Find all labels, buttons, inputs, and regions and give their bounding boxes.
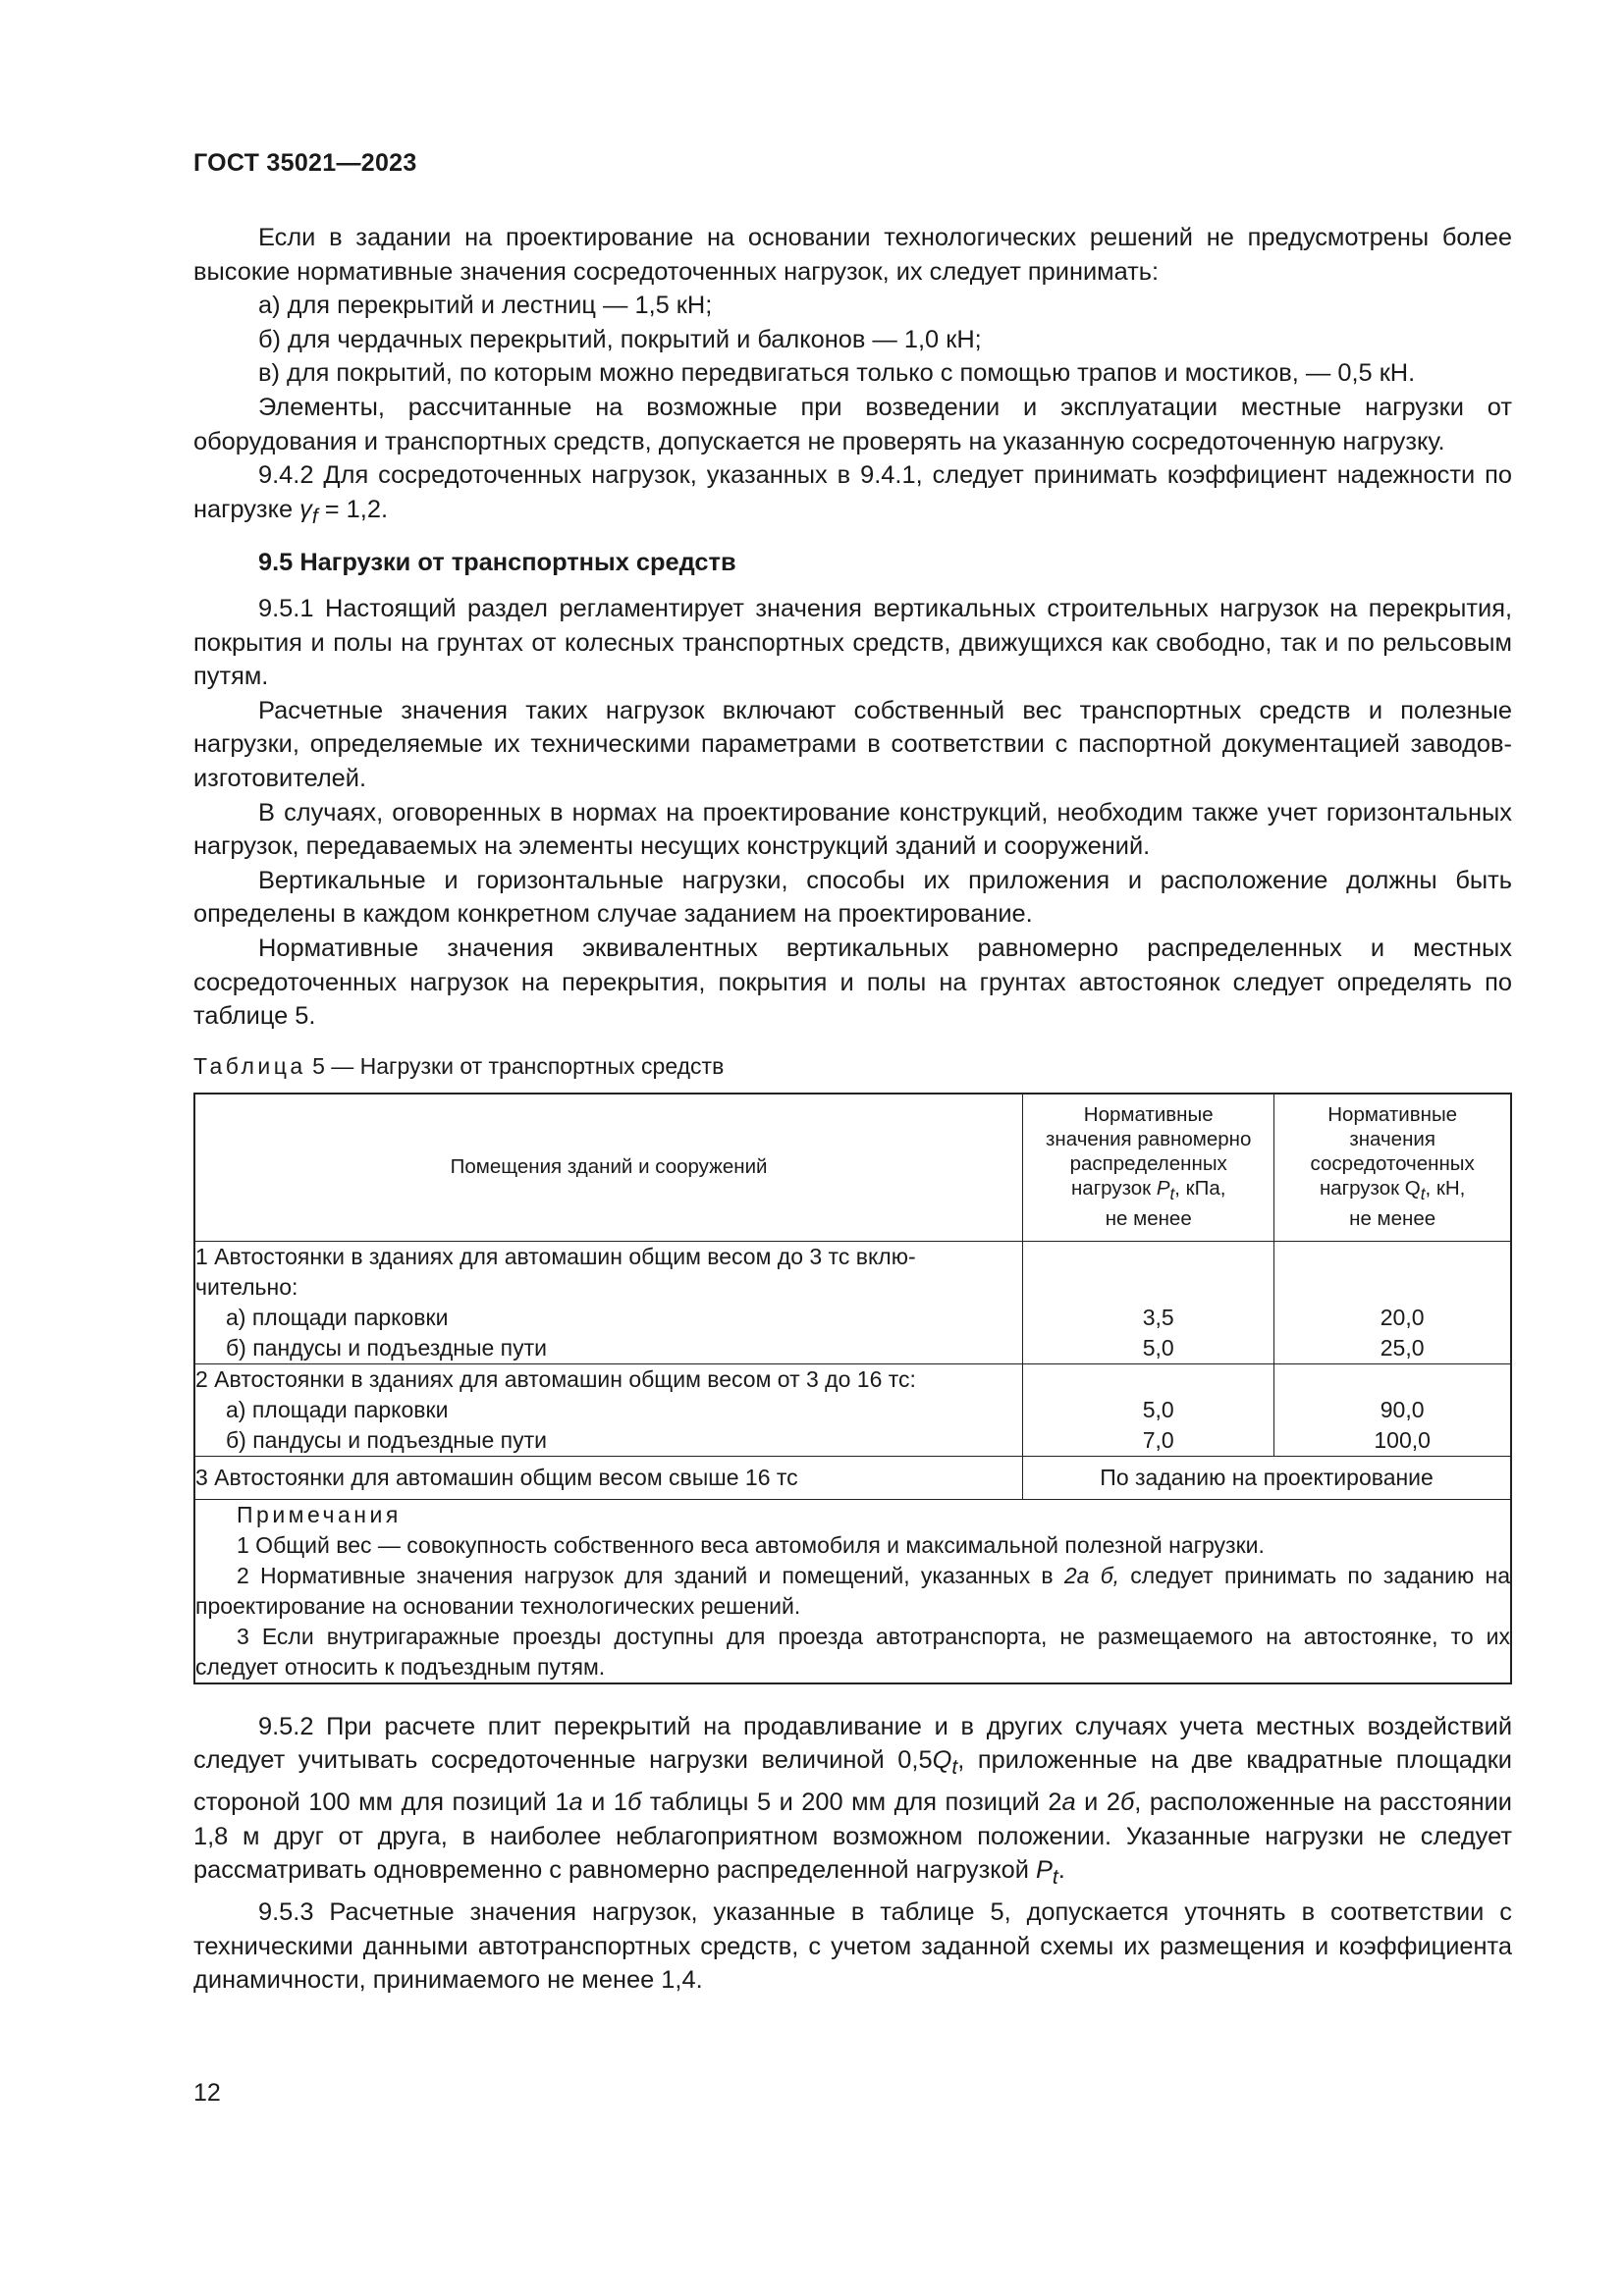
table-cell-concentrated: 90,0 100,0 xyxy=(1274,1363,1511,1456)
table-row xyxy=(194,1241,1511,1363)
table-cell-by-design-assignment: По заданию на проектирование xyxy=(1023,1456,1511,1499)
table-cell-premises: 3 Автостоянки для автомашин общим весом свыше 16 тс xyxy=(194,1456,1023,1499)
list-item: б) для чердачных перекрытий, покрытий и балконов — 1,0 кН; xyxy=(258,325,982,353)
notes-heading: Примечания xyxy=(237,1501,402,1527)
header-concentrated-loads: Нормативные значения сосредоточенных нагрузок $Q_t$, кН, не менее xyxy=(1274,1094,1511,1242)
paragraph xyxy=(193,458,1512,534)
table-header-row xyxy=(194,1094,1511,1242)
table-caption-word: Таблица xyxy=(193,1052,306,1079)
table-cell-concentrated: 20,0 25,0 xyxy=(1274,1241,1511,1363)
section-heading: 9.5 Нагрузки от транспортных средств xyxy=(258,549,736,577)
table-cell-premises: 2 Автостоянки в зданиях для автомашин общим весом от 3 до 16 тс: а) площади парковки б) пандусы и подъездные пути xyxy=(194,1363,1023,1456)
table-row xyxy=(194,1363,1511,1456)
paragraph: 9.5.2 При расчете плит перекрытий на продавливание и в других случаях учета местных воздействий следует учитывать сосредоточенные нагрузки величиной $0,5Q_t$, приложенные на две квадратные площадки стороной 100 мм для позиций 1а и 1б таблицы 5 и 200 мм для позиций 2а и 2б, расположенные на расстоянии 1,8 м друг от друга, в наиболее неблагоприятном возможном положении. Указанные нагрузки не следует рассматривать одновременно с равномерно распределенной нагрузкой $P_t$. xyxy=(193,1712,1512,1890)
note-item: 1 Общий вес — совокупность собственного веса автомобиля и максимальной полезной нагрузки. xyxy=(237,1531,1265,1558)
gamma-subscript: f xyxy=(311,505,318,528)
loads-table xyxy=(193,1093,1512,1684)
paragraph: В случаях, оговоренных в нормах на проектирование конструкций, необходим также учет горизонтальных нагрузок, передаваемых на элементы несущих конструкций зданий и сооружений. xyxy=(193,798,1512,861)
paragraph: Вертикальные и горизонтальные нагрузки, способы их приложения и расположение должны быть определены в каждом конкретном случае заданием на проектирование. xyxy=(193,866,1512,929)
paragraph-text: 9.4.2 Для сосредоточенных нагрузок, указанных в 9.4.1, следует принимать коэффициент надежности по нагрузке xyxy=(193,461,1512,523)
list-item: а) для перекрытий и лестниц — 1,5 кН; xyxy=(258,292,713,320)
table-notes xyxy=(194,1499,1511,1683)
header-premises: Помещения зданий и сооружений xyxy=(194,1094,1023,1242)
table-notes-row xyxy=(194,1499,1511,1683)
table-caption-text: 5 — Нагрузки от транспортных средств xyxy=(305,1052,725,1079)
gamma-symbol: γ xyxy=(299,495,312,523)
paragraph: Если в задании на проектирование на основании технологических решений не предусмотрены более высокие нормативные значения сосредоточенных нагрузок, их следует принимать: xyxy=(193,224,1512,286)
table-cell-distributed: 3,5 5,0 xyxy=(1023,1241,1274,1363)
note-item: 2 Нормативные значения нагрузок для зданий и помещений, указанных в 2а б, следует принимать по заданию на проектирование на основании технологических решений. xyxy=(195,1562,1510,1619)
table-row xyxy=(194,1456,1511,1499)
paragraph: Нормативные значения эквивалентных вертикальных равномерно распределенных и местных сосредоточенных нагрузок на перекрытия, покрытия и полы на грунтах автостоянок следует определять по таблице 5. xyxy=(193,934,1512,1031)
document-code: ГОСТ 35021—2023 xyxy=(193,149,417,177)
paragraph: Элементы, рассчитанные на возможные при возведении и эксплуатации местные нагрузки от оборудования и транспортных средств, допускается не проверять на указанную сосредоточенную нагрузку. xyxy=(193,393,1512,455)
note-item: 3 Если внутригаражные проезды доступны для проезда автотранспорта, не размещаемого на автостоянке, то их следует относить к подъездным путям. xyxy=(195,1623,1510,1680)
page-number: 12 xyxy=(193,2079,221,2107)
paragraph: 9.5.1 Настоящий раздел регламентирует значения вертикальных строительных нагрузок на перекрытия, покрытия и полы на грунтах от колесных транспортных средств, движущихся как свободно, так и по рельсовым путям. xyxy=(193,595,1512,691)
paragraph: Расчетные значения таких нагрузок включают собственный вес транспортных средств и полезные нагрузки, определяемые их техническими параметрами в соответствии с паспортной документацией заводов-изготовителей. xyxy=(193,696,1512,792)
table-caption xyxy=(193,1051,1512,1081)
paragraph: 9.5.3 Расчетные значения нагрузок, указанные в таблице 5, допускается уточнять в соответствии с техническими данными автотранспортных средств, с учетом заданной схемы их размещения и коэффициента динамичности, принимаемого не менее 1,4. xyxy=(193,1897,1512,1995)
table-cell-premises: 1 Автостоянки в зданиях для автомашин общим весом до 3 тс вклю- чительно: а) площади парковки б) пандусы и подъездные пути xyxy=(194,1241,1023,1363)
document-body xyxy=(193,221,1512,1998)
table-cell-distributed: 5,0 7,0 xyxy=(1023,1363,1274,1456)
list-item: в) для покрытий, по которым можно передвигаться только с помощью трапов и мостиков, — 0,5 кН. xyxy=(258,359,1416,388)
header-distributed-loads: Нормативные значения равномерно распределенных нагрузок $P_t$, кПа, не менее xyxy=(1023,1094,1274,1242)
paragraph-text: = 1,2. xyxy=(317,495,389,523)
